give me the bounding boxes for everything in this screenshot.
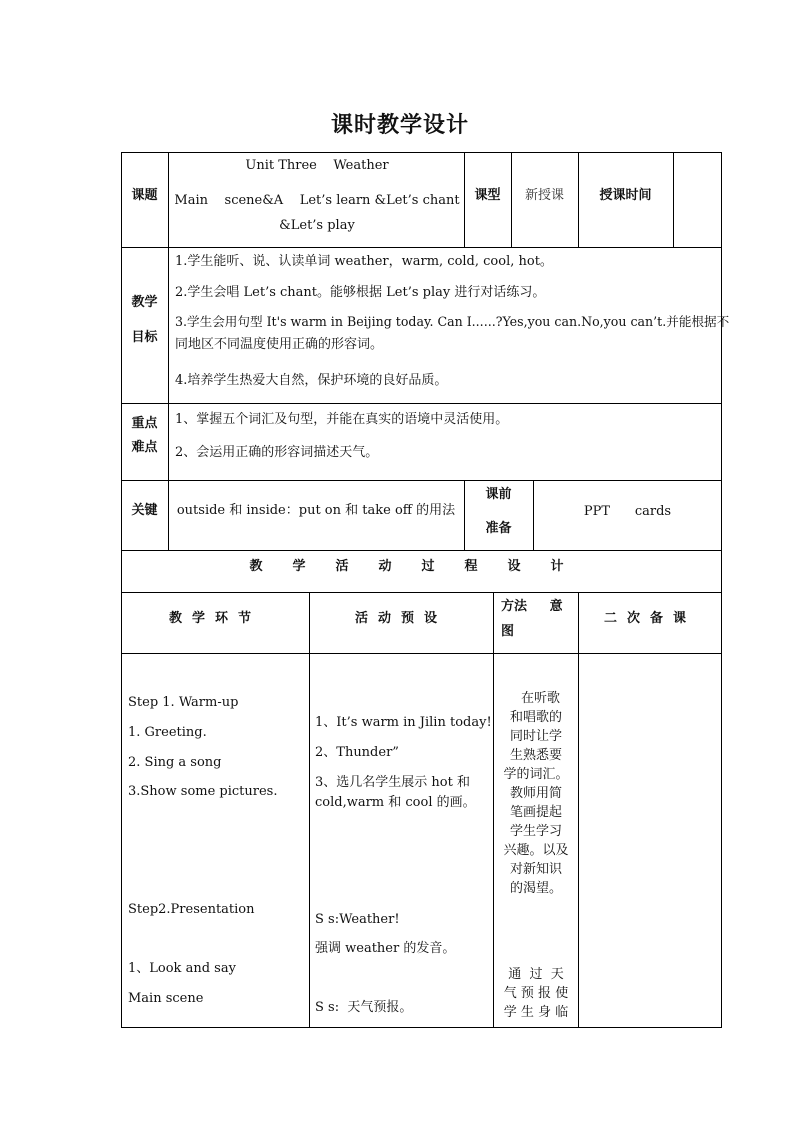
type-value: 新授课 <box>524 188 564 203</box>
step-line: 2. Sing a song <box>128 755 222 770</box>
method-line: 学 生 身 临 <box>503 1005 569 1020</box>
col-header-second-prep: 二次备课 <box>603 611 696 626</box>
col-header-activities: 活动预设 <box>354 611 447 626</box>
step-line: 1、Look and say <box>128 961 236 976</box>
topic-line-2: Main scene&A Let’s learn &Let’s chant <box>174 193 460 208</box>
key-points-label-1: 重点 <box>131 416 158 431</box>
method-line: 同时让学 <box>509 729 562 744</box>
topic-line-1: Unit Three Weather <box>245 158 389 173</box>
process-title: 教学活动过程设计 <box>249 559 594 574</box>
key-points-label-2: 难点 <box>131 440 158 455</box>
activity-line: 1、It’s warm in Jilin today! <box>315 715 492 730</box>
row-divider <box>121 653 722 654</box>
objectives-label-1: 教学 <box>131 295 158 310</box>
method-line: 和唱歌的 <box>509 710 562 725</box>
step-line: Step 1. Warm-up <box>128 695 239 710</box>
method-line: 笔画提起 <box>509 805 562 820</box>
key-point-item: 1、掌握五个词汇及句型，并能在真实的语境中灵活使用。 <box>175 412 509 427</box>
row-divider <box>121 550 722 551</box>
objective-item: 2.学生会唱 Let’s chant。能够根据 Let’s play 进行对话练习。 <box>175 285 546 300</box>
page-title: 课时教学设计 <box>330 112 469 138</box>
objectives-label-2: 目标 <box>131 330 158 345</box>
objective-item: 3.学生会用句型 It's warm in Beijing today. Can I......?Yes,you can.No,you can’t.并能根据不 <box>175 314 730 329</box>
prep-value: PPT cards <box>583 504 672 519</box>
step-line: 1. Greeting. <box>128 725 207 740</box>
prep-label-1: 课前 <box>485 487 512 502</box>
col-divider <box>578 592 579 1028</box>
method-line: 的渴望。 <box>509 881 562 896</box>
activity-line: S s:Weather! <box>315 912 400 927</box>
activity-line: 3、选几名学生展示 hot 和 <box>315 775 470 790</box>
method-line: 兴趣。以及 <box>503 843 569 858</box>
time-label: 授课时间 <box>599 188 652 203</box>
activity-line: S s: 天气预报。 <box>315 1000 413 1015</box>
row-divider <box>121 247 722 248</box>
col-header-method-2: 图 <box>501 624 515 639</box>
row-divider <box>121 480 722 481</box>
step-line: Step2.Presentation <box>128 902 255 917</box>
method-line: 通 过 天 <box>508 967 564 982</box>
key-point-item: 2、会运用正确的形容词描述天气。 <box>175 445 379 460</box>
col-divider <box>673 152 674 247</box>
method-line: 生熟悉要 <box>509 748 562 763</box>
objective-item: 1.学生能听、说、认读单词 weather，warm, cold, cool, hot。 <box>175 254 553 269</box>
method-line: 学生学习 <box>509 824 562 839</box>
key-value: outside 和 inside：put on 和 take off 的用法 <box>176 503 456 518</box>
method-line: 气 预 报 使 <box>503 986 569 1001</box>
col-divider <box>168 152 169 550</box>
objective-item: 4.培养学生热爱大自然，保护环境的良好品质。 <box>175 373 448 388</box>
row-divider <box>121 592 722 593</box>
col-divider <box>309 592 310 1028</box>
method-line: 在听歌 <box>521 691 561 706</box>
topic-line-3: &Let’s play <box>279 218 355 233</box>
objective-item: 同地区不同温度使用正确的形容词。 <box>175 337 384 352</box>
activity-line: cold,warm 和 cool 的画。 <box>315 795 476 810</box>
method-line: 学的词汇。 <box>503 767 569 782</box>
activity-line: 强调 weather 的发音。 <box>315 941 456 956</box>
key-label: 关键 <box>131 503 158 518</box>
step-line: 3.Show some pictures. <box>128 784 278 799</box>
activity-line: 2、Thunder” <box>315 745 399 760</box>
topic-label: 课题 <box>131 188 158 203</box>
prep-label-2: 准备 <box>485 521 512 536</box>
method-line: 对新知识 <box>509 862 562 877</box>
col-header-steps: 教学环节 <box>168 611 261 626</box>
type-label: 课型 <box>474 188 501 203</box>
method-line: 教师用简 <box>509 786 562 801</box>
step-line: Main scene <box>128 991 204 1006</box>
row-divider <box>121 403 722 404</box>
col-header-method-1: 方法 意 <box>501 599 563 614</box>
